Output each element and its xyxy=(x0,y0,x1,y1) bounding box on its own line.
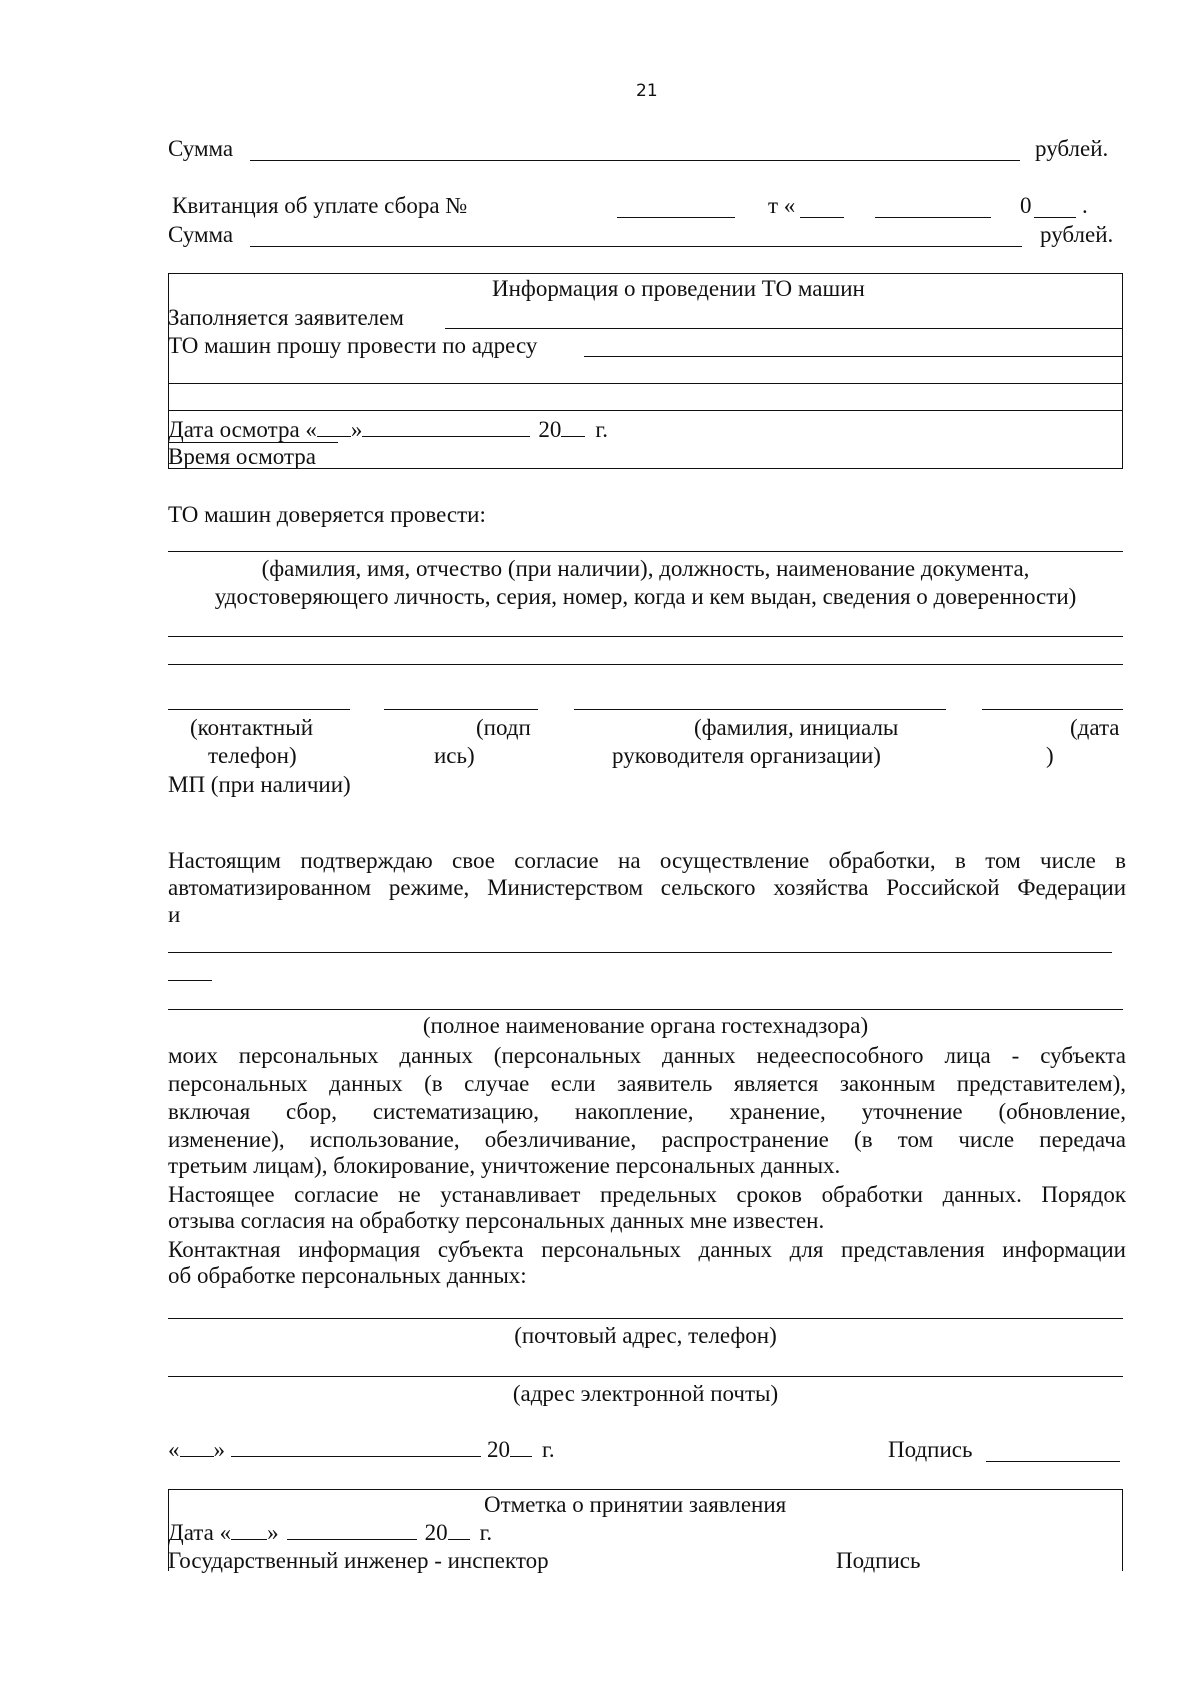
accept-box-top-border xyxy=(168,1489,1123,1490)
accept-date-close: » xyxy=(267,1520,279,1545)
consent-line-2: автоматизированном режиме, Министерством сельского хозяйства Российской Федерации xyxy=(168,875,1126,900)
receipt-day-line[interactable] xyxy=(800,217,844,218)
sum2-line[interactable] xyxy=(250,246,1022,247)
org-name-line-2[interactable] xyxy=(168,1009,1123,1010)
trust-line-3[interactable] xyxy=(168,664,1123,665)
to-box-top-border xyxy=(168,273,1123,274)
accept-day-field[interactable] xyxy=(231,1521,267,1540)
org-caption: (полное наименование органа гостехнадзора) xyxy=(422,1013,869,1038)
consent-p1-line-4: изменение), использование, обезличивание, распространение (в том числе передача xyxy=(168,1127,1126,1152)
phone-caption-1: (контактный xyxy=(190,715,314,740)
inspection-date-close: » xyxy=(350,417,363,442)
postal-line[interactable] xyxy=(168,1318,1123,1319)
trust-caption-1: (фамилия, имя, отчество (при наличии), должность, наименование документа, xyxy=(261,556,1030,581)
date-caption-2: ) xyxy=(1046,743,1054,768)
address-line[interactable] xyxy=(584,356,1122,357)
accept-box-title: Отметка о принятии заявления xyxy=(484,1492,787,1517)
sum2-unit: рублей. xyxy=(1040,222,1114,247)
date-line[interactable] xyxy=(982,709,1123,710)
accept-year-suffix: г. xyxy=(479,1520,493,1545)
consent-year-prefix: 20 xyxy=(487,1437,510,1462)
head-caption-1: (фамилия, инициалы xyxy=(694,715,899,740)
signature-line[interactable] xyxy=(384,709,538,710)
consent-p2-line-2: отзыва согласия на обработку персональных данных мне известен. xyxy=(168,1208,825,1233)
inspection-date-prefix: Дата осмотра « xyxy=(168,417,317,442)
consent-p1-line-5: третьим лицам), блокирование, уничтожение персональных данных. xyxy=(168,1153,841,1178)
inspector-label: Государственный инженер - инспектор xyxy=(168,1548,549,1573)
consent-p3-line-2: об обработке персональных данных: xyxy=(168,1263,527,1288)
trust-line-2[interactable] xyxy=(168,636,1123,637)
head-name-line[interactable] xyxy=(574,709,946,710)
page-number: 21 xyxy=(636,81,658,101)
consent-p1-line-1: моих персональных данных (персональных данных недееспособного лица - субъекта xyxy=(168,1043,1126,1068)
stamp-label: МП (при наличии) xyxy=(168,772,351,797)
receipt-year-line[interactable] xyxy=(1034,217,1076,218)
trust-name-line[interactable] xyxy=(168,551,1123,552)
filled-by-label: Заполняется заявителем xyxy=(168,305,404,330)
consent-date-close: » xyxy=(213,1437,225,1462)
consent-p1-line-3: включая сбор, систематизацию, накопление, хранение, уточнение (обновление, xyxy=(168,1099,1126,1124)
accept-month-field[interactable] xyxy=(287,1521,417,1540)
date-caption-1: (дата xyxy=(1070,715,1120,740)
consent-line-1: Настоящим подтверждаю свое согласие на осуществление обработки, в том числе в xyxy=(168,848,1126,873)
to-box-title: Информация о проведении ТО машин xyxy=(492,276,865,301)
inspection-day-field[interactable] xyxy=(317,418,351,437)
sign-caption-1: (подп xyxy=(476,715,531,740)
to-box-right-border xyxy=(1122,273,1123,469)
receipt-year-prefix: 0 xyxy=(1020,193,1032,218)
address-label: ТО машин прошу провести по адресу xyxy=(168,333,538,358)
consent-p2-line-1: Настоящее согласие не устанавливает предельных сроков обработки данных. Порядок xyxy=(168,1182,1126,1207)
sum-line[interactable] xyxy=(250,160,1020,161)
inspection-date-label xyxy=(168,417,608,443)
sum-unit: рублей. xyxy=(1035,136,1109,161)
inspection-date-underline xyxy=(168,442,338,443)
sign-caption-2: ись) xyxy=(434,743,475,768)
consent-p1-line-2: персональных данных (в случае если заявитель является законным представителем), xyxy=(168,1071,1126,1096)
head-caption-2: руководителя организации) xyxy=(612,743,881,768)
inspection-time-label: Время осмотра xyxy=(168,444,317,469)
phone-caption-2: телефон) xyxy=(208,743,297,768)
consent-year-suffix: г. xyxy=(542,1437,555,1462)
receipt-number-line[interactable] xyxy=(617,217,735,218)
accept-date xyxy=(168,1520,492,1546)
inspection-year-prefix: 20 xyxy=(538,417,562,442)
sum-label: Сумма xyxy=(168,136,234,161)
inspection-year-suffix: г. xyxy=(595,417,609,442)
accept-date-prefix: Дата « xyxy=(168,1520,232,1545)
receipt-month-line[interactable] xyxy=(875,217,991,218)
consent-date xyxy=(168,1437,555,1463)
org-name-line-tail[interactable] xyxy=(168,980,212,981)
consent-day-field[interactable] xyxy=(180,1438,214,1457)
consent-year-field[interactable] xyxy=(510,1438,532,1457)
receipt-dot: . xyxy=(1082,193,1088,218)
filled-by-line[interactable] xyxy=(445,328,1122,329)
address-line-3[interactable] xyxy=(168,410,1123,411)
consent-p3-line-1: Контактная информация субъекта персональных данных для представления информации xyxy=(168,1237,1126,1262)
address-line-2[interactable] xyxy=(168,383,1123,384)
consent-signature-label: Подпись xyxy=(888,1437,973,1462)
sum2-label: Сумма xyxy=(168,222,234,247)
accept-signature-label: Подпись xyxy=(836,1548,921,1573)
inspection-month-field[interactable] xyxy=(362,418,530,437)
email-caption: (адрес электронной почты) xyxy=(512,1381,779,1406)
consent-signature-line[interactable] xyxy=(986,1461,1120,1462)
org-name-line[interactable] xyxy=(168,952,1112,953)
accept-box-right-border xyxy=(1122,1489,1123,1571)
receipt-from-label: т « xyxy=(768,193,796,218)
receipt-label: Квитанция об уплате сбора № xyxy=(172,193,468,218)
consent-month-field[interactable] xyxy=(231,1438,481,1457)
phone-line[interactable] xyxy=(168,709,350,710)
consent-date-open: « xyxy=(168,1437,180,1462)
trust-heading: ТО машин доверяется провести: xyxy=(168,502,486,527)
accept-year-field[interactable] xyxy=(448,1521,470,1540)
postal-caption: (почтовый адрес, телефон) xyxy=(514,1323,777,1348)
trust-caption-2: удостоверяющего личность, серия, номер, когда и кем выдан, сведения о доверенности) xyxy=(214,584,1077,609)
consent-line-3: и xyxy=(168,902,181,927)
accept-year-prefix: 20 xyxy=(424,1520,448,1545)
inspection-year-field[interactable] xyxy=(561,418,585,437)
email-line[interactable] xyxy=(168,1376,1123,1377)
